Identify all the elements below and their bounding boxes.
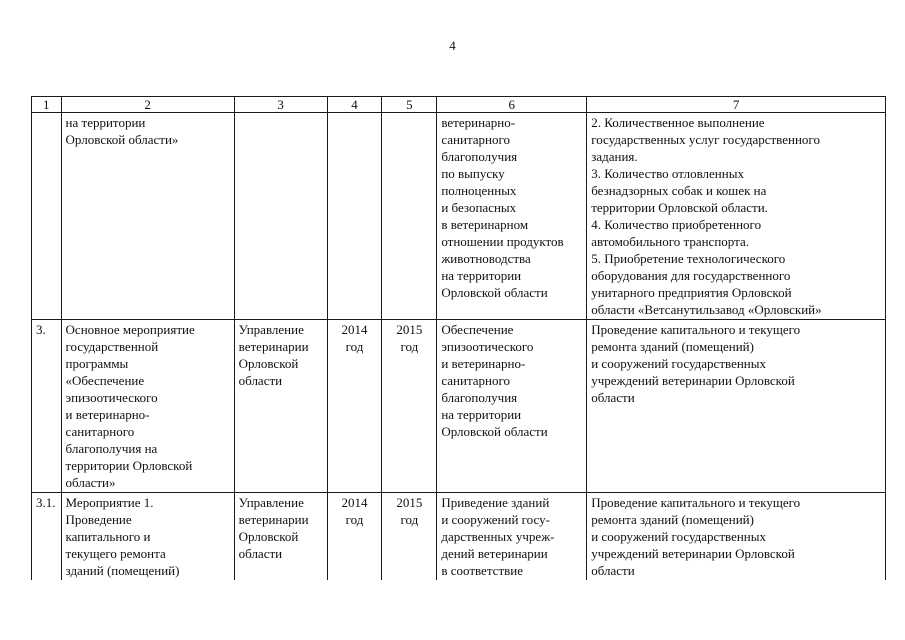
cell-line: 3. Количество отловленных xyxy=(591,166,744,181)
executor-cell xyxy=(234,113,327,320)
cell-line: санитарного xyxy=(441,132,511,147)
cell-line: программы xyxy=(65,356,129,371)
cell-line: ветеринарии xyxy=(238,339,309,354)
cell-line: отношении продуктов xyxy=(441,234,564,249)
cell-line: благополучия на xyxy=(65,441,158,456)
cell-line: на территории xyxy=(441,407,522,422)
cell-line: Орловской области xyxy=(441,424,548,439)
cell-line: учреждений ветеринарии Орловской xyxy=(591,546,795,561)
cell-line: Проведение капитального и текущего xyxy=(591,495,801,510)
cell-line: санитарного xyxy=(65,424,135,439)
cell-line: и ветеринарно- xyxy=(441,356,526,371)
cell-line: в соответствие xyxy=(441,563,523,578)
cell-line: территории Орловской области. xyxy=(591,200,768,215)
end-year-cell xyxy=(382,493,437,581)
cell-line: и сооружений госу- xyxy=(441,512,550,527)
cell-line: на территории xyxy=(441,268,522,283)
cell-line: эпизоотического xyxy=(441,339,534,354)
cell-line: год xyxy=(345,512,364,527)
cell-line: на территории xyxy=(65,115,146,130)
cell-line: территории Орловской xyxy=(65,458,193,473)
cell-line: Управление xyxy=(238,322,304,337)
cell-line: дений ветеринарии xyxy=(441,546,548,561)
cell-line: «Обеспечение xyxy=(65,373,145,388)
cell-line: 2. Количественное выполнение xyxy=(591,115,765,130)
cell-line: Орловской xyxy=(238,356,299,371)
cell-line: ремонта зданий (помещений) xyxy=(591,512,754,527)
row-number xyxy=(32,113,62,320)
cell-line: благополучия xyxy=(441,149,518,164)
cell-line: государственной xyxy=(65,339,159,354)
cell-line: области xyxy=(238,546,283,561)
cell-line: год xyxy=(400,512,419,527)
cell-line: Управление xyxy=(238,495,304,510)
column-header: 7 xyxy=(587,97,886,113)
cell-line: ветеринарно- xyxy=(441,115,516,130)
cell-line: области «Ветсанутильзавод «Орловский» xyxy=(591,302,822,317)
end-year-cell xyxy=(382,113,437,320)
start-year-cell xyxy=(327,320,382,493)
executor-cell xyxy=(234,493,327,581)
table-row xyxy=(32,493,886,581)
cell-line: Проведение xyxy=(65,512,132,527)
column-header: 3 xyxy=(234,97,327,113)
cell-line: по выпуску xyxy=(441,166,505,181)
cell-line: дарственных учреж- xyxy=(441,529,555,544)
cell-line: унитарного предприятия Орловской xyxy=(591,285,792,300)
column-header: 2 xyxy=(61,97,234,113)
end-year-cell xyxy=(382,320,437,493)
cell-line: санитарного xyxy=(441,373,511,388)
cell-line: 2014 xyxy=(341,495,368,510)
cell-line: Орловской области xyxy=(441,285,548,300)
cell-line: Орловской области» xyxy=(65,132,179,147)
executor-cell xyxy=(234,320,327,493)
result-cell xyxy=(437,113,587,320)
cell-line: благополучия xyxy=(441,390,518,405)
cell-line: Мероприятие 1. xyxy=(65,495,154,510)
cell-line: задания. xyxy=(591,149,638,164)
page-number: 4 xyxy=(449,38,456,53)
cell-line: государственных услуг государственного xyxy=(591,132,820,147)
measures-table xyxy=(31,96,886,580)
cell-line: и сооружений государственных xyxy=(591,356,766,371)
header-row xyxy=(32,97,886,113)
measure-cell xyxy=(61,113,234,320)
cell-line: 2014 xyxy=(341,322,368,337)
cell-line: и ветеринарно- xyxy=(65,407,150,422)
column-header: 4 xyxy=(327,97,382,113)
cell-line: год xyxy=(400,339,419,354)
row-number: 3. xyxy=(32,320,62,493)
cell-line: области» xyxy=(65,475,116,490)
column-header: 6 xyxy=(437,97,587,113)
cell-line: ветеринарии xyxy=(238,512,309,527)
result-cell xyxy=(437,320,587,493)
start-year-cell xyxy=(327,493,382,581)
cell-line: в ветеринарном xyxy=(441,217,529,232)
cell-line: учреждений ветеринарии Орловской xyxy=(591,373,795,388)
start-year-cell xyxy=(327,113,382,320)
cell-line: капитального и xyxy=(65,529,151,544)
cell-line: животноводства xyxy=(441,251,531,266)
cell-line: и сооружений государственных xyxy=(591,529,766,544)
cell-line: Проведение капитального и текущего xyxy=(591,322,801,337)
cell-line: полноценных xyxy=(441,183,517,198)
cell-line: Приведение зданий xyxy=(441,495,550,510)
indicators-cell xyxy=(587,493,886,581)
cell-line: зданий (помещений) xyxy=(65,563,180,578)
cell-line: текущего ремонта xyxy=(65,546,166,561)
cell-line: год xyxy=(345,339,364,354)
cell-line: эпизоотического xyxy=(65,390,158,405)
cell-line: области xyxy=(591,390,635,405)
cell-line: Обеспечение xyxy=(441,322,514,337)
cell-line: 5. Приобретение технологического xyxy=(591,251,786,266)
row-number: 3.1. xyxy=(32,493,62,581)
cell-line: оборудования для государственного xyxy=(591,268,791,283)
column-header: 5 xyxy=(382,97,437,113)
cell-line: автомобильного транспорта. xyxy=(591,234,749,249)
cell-line: области xyxy=(591,563,635,578)
cell-line: 4. Количество приобретенного xyxy=(591,217,762,232)
cell-line: безнадзорных собак и кошек на xyxy=(591,183,767,198)
cell-line: и безопасных xyxy=(441,200,517,215)
column-header: 1 xyxy=(32,97,62,113)
measure-cell xyxy=(61,320,234,493)
cell-line: области xyxy=(238,373,283,388)
cell-line: 2015 xyxy=(396,495,423,510)
result-cell xyxy=(437,493,587,581)
table-row xyxy=(32,113,886,320)
cell-line: ремонта зданий (помещений) xyxy=(591,339,754,354)
table-row xyxy=(32,320,886,493)
cell-line: Орловской xyxy=(238,529,299,544)
indicators-cell xyxy=(587,320,886,493)
indicators-cell xyxy=(587,113,886,320)
cell-line: Основное мероприятие xyxy=(65,322,195,337)
measure-cell xyxy=(61,493,234,581)
cell-line: 2015 xyxy=(396,322,423,337)
